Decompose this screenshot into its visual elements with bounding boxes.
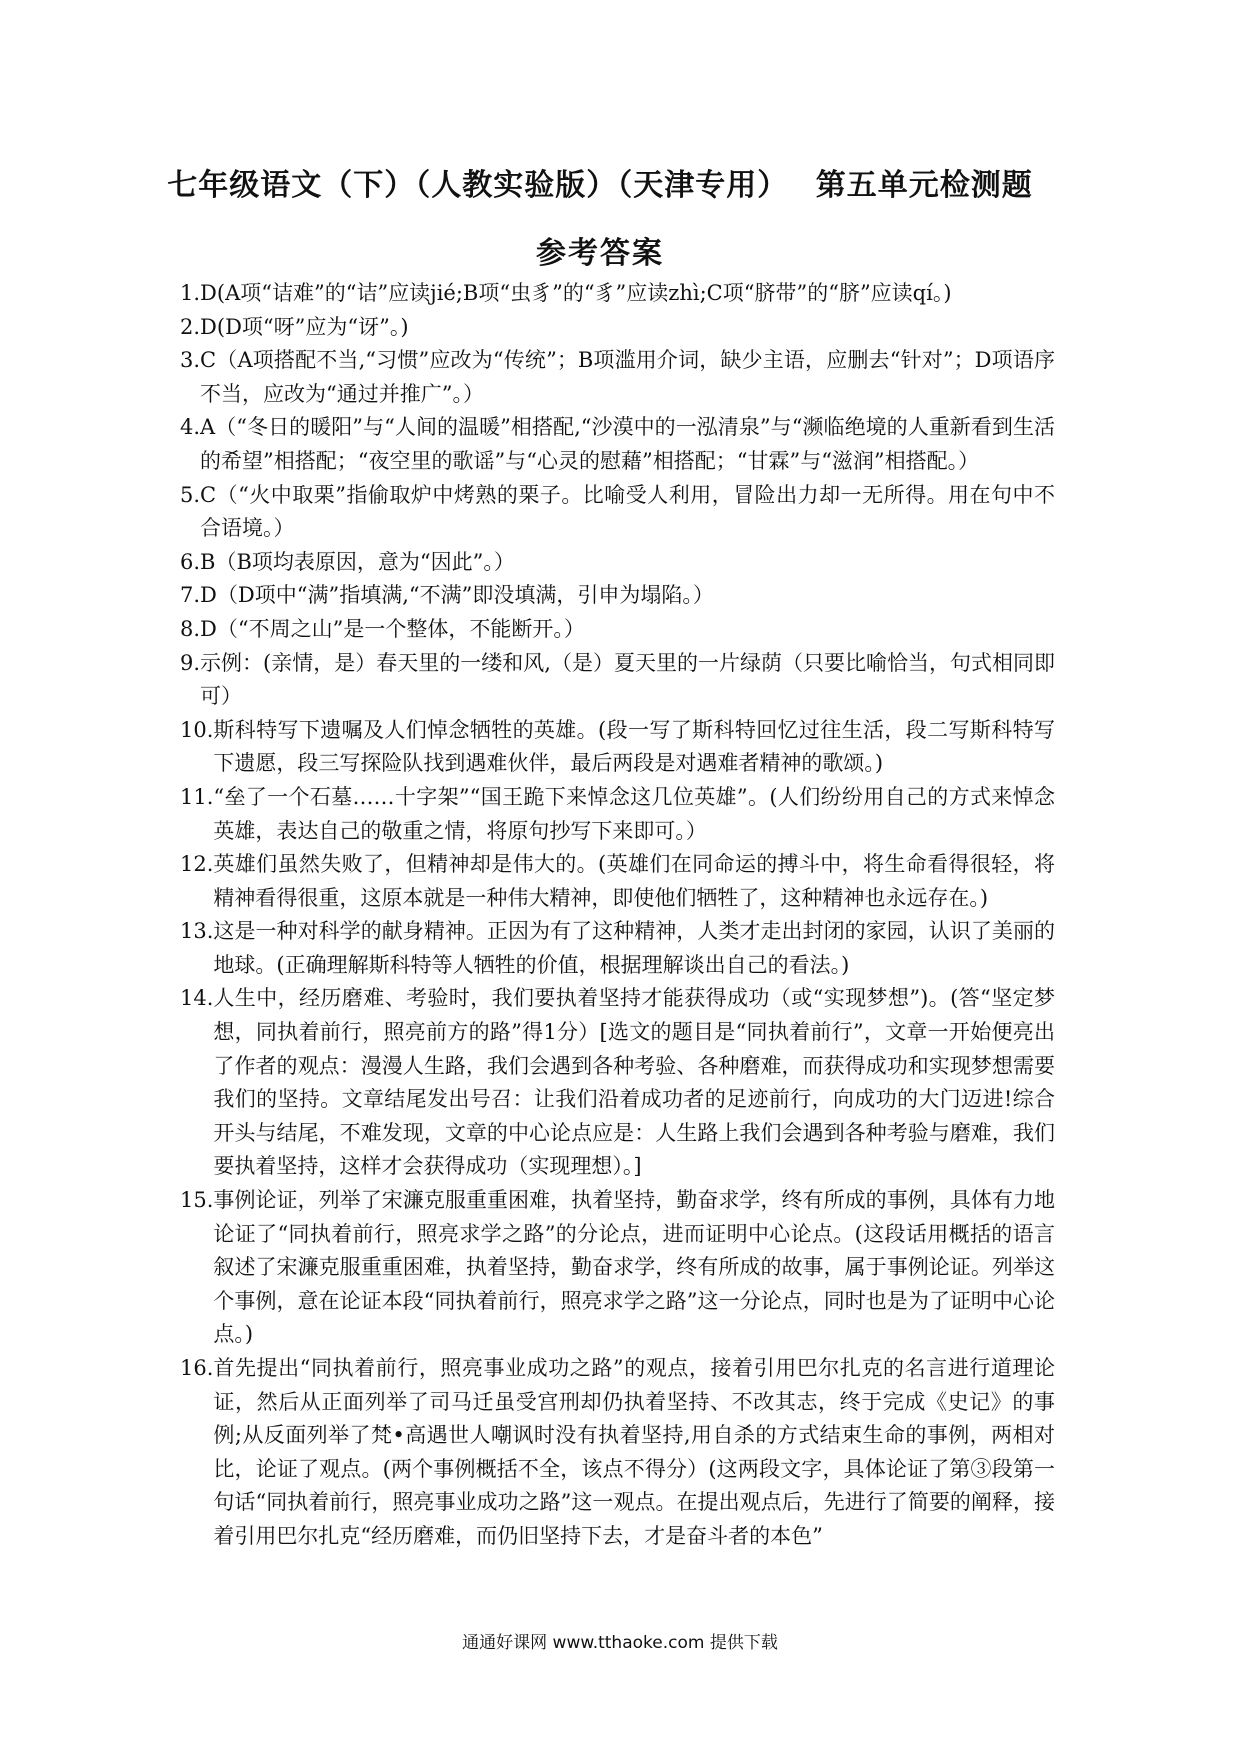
answer-item: [180, 1352, 1055, 1554]
answer-number: 12.: [180, 852, 214, 877]
page-footer: 通通好课网 www.tthaoke.com 提供下载: [462, 1633, 778, 1653]
answer-number: 3.: [180, 348, 201, 373]
answer-item: [180, 714, 1055, 781]
answer-item: [180, 613, 1055, 647]
answer-number: 11.: [180, 784, 214, 809]
answer-text: 人生中，经历磨难、考验时，我们要执着坚持才能获得成功（或“实现梦想”)。(答“坚定梦想，同执着前行，照亮前方的路”得1分）[选文的题目是“同执着前行”，文章一开始便亮出了作者的观点：漫漫人生路，我们会遇到各种考验、各种磨难，而获得成功和实现梦想需要我们的坚持。文章结尾发出号召：让我们沿着成功者的足迹前行，向成功的大门迈进!综合开头与结尾，不难发现，文章的中心论点应是：人生路上我们会遇到各种考验与磨难，我们要执着坚持，这样才会获得成功（实现理想）。]: [213, 986, 1055, 1179]
answer-text: “垒了一个石墓……十字架”“国王跪下来悼念这几位英雄”。(人们纷纷用自己的方式来悼念英雄，表达自己的敬重之情，将原句抄写下来即可。）: [213, 784, 1055, 843]
answer-item: [180, 311, 1055, 345]
answer-text: D(A项“诘难”的“诘”应读jié;B项“虫豸”的“豸”应读zhì;C项“脐带”的“脐”应读qí。): [200, 281, 952, 305]
answer-number: 16.: [180, 1356, 214, 1380]
answer-number: 4.: [180, 415, 201, 440]
answer-item: [180, 848, 1055, 915]
answer-text: D(D项“呀”应为“讶”。): [200, 314, 409, 339]
answer-text: 斯科特写下遗嘱及人们悼念牺牲的英雄。(段一写了斯科特回忆过往生活，段二写斯科特写下遗愿，段三写探险队找到遇难伙伴，最后两段是对遇难者精神的歌颂。): [213, 717, 1055, 776]
answer-item: [180, 479, 1055, 546]
answer-text: C（A项搭配不当,“习惯”应改为“传统”；B项滥用介词，缺少主语，应删去“针对”；D项语序不当，应改为“通过并推广”。）: [200, 348, 1055, 406]
answer-item: [180, 411, 1055, 478]
answer-text: 事例论证，列举了宋濂克服重重困难，执着坚持，勤奋求学，终有所成的事例，具体有力地论证了“同执着前行，照亮求学之路”的分论点，进而证明中心论点。(这段话用概括的语言叙述了宋濂克服重重困难，执着坚持，勤奋求学，终有所成的故事，属于事例论证。列举这个事例，意在论证本段“同执着前行，照亮求学之路”这一分论点，同时也是为了证明中心论点。): [213, 1188, 1055, 1347]
answer-number: 1.: [180, 281, 201, 305]
answer-number: 9.: [180, 650, 201, 675]
answer-text: C（“火中取栗”指偷取炉中烤熟的栗子。比喻受人利用，冒险出力却一无所得。用在句中不合语境。）: [200, 482, 1055, 541]
answer-number: 6.: [180, 549, 201, 574]
answer-text: D（D项中“满”指填满,“不满”即没填满，引申为塌陷。）: [200, 583, 714, 608]
answer-text: 这是一种对科学的献身精神。正因为有了这种精神，人类才走出封闭的家园，认识了美丽的地球。(正确理解斯科特等人牺牲的价值，根据理解谈出自己的看法。): [213, 919, 1055, 977]
answer-item: [180, 579, 1055, 613]
answer-text: D（“不周之山”是一个整体，不能断开。）: [200, 616, 585, 641]
answer-number: 13.: [180, 919, 214, 944]
answer-item: [180, 781, 1055, 848]
answer-number: 7.: [180, 583, 201, 608]
document-title: 七年级语文（下）（人教实验版）（天津专用） 第五单元检测题: [167, 168, 1033, 203]
answer-text: 示例：(亲情，是）春天里的一缕和风,（是）夏天里的一片绿荫（只要比喻恰当，句式相同即可）: [200, 650, 1055, 709]
answer-item: [180, 1184, 1055, 1352]
document-subtitle: 参考答案: [536, 236, 664, 271]
answer-item: [180, 982, 1055, 1184]
answer-item: [180, 277, 1055, 311]
answer-number: 15.: [180, 1188, 214, 1213]
answer-number: 8.: [180, 616, 201, 641]
answer-text: 首先提出“同执着前行，照亮事业成功之路”的观点，接着引用巴尔扎克的名言进行道理论证，然后从正面列举了司马迁虽受宫刑却仍执着坚持、不改其志，终于完成《史记》的事例;从反面列举了梵•高遇世人嘲讽时没有执着坚持,用自杀的方式结束生命的事例，两相对比，论证了观点。(两个事例概括不全，该点不得分）(这两段文字，具体论证了第③段第一句话“同执着前行，照亮事业成功之路”这一观点。在提出观点后，先进行了简要的阐释，接着引用巴尔扎克“经历磨难，而仍旧坚持下去，才是奋斗者的本色”: [213, 1356, 1055, 1548]
answer-number: 2.: [180, 314, 201, 339]
answer-number: 5.: [180, 482, 201, 507]
answer-item: [180, 546, 1055, 580]
answer-item: [180, 647, 1055, 714]
answer-number: 10.: [180, 717, 214, 742]
answer-text: A（“冬日的暖阳”与“人间的温暖”相搭配,“沙漠中的一泓清泉”与“濒临绝境的人重新看到生活的希望”相搭配；“夜空里的歌谣”与“心灵的慰藉”相搭配；“甘霖”与“滋润”相搭配。）: [200, 415, 1055, 473]
answer-number: 14.: [180, 986, 214, 1011]
answer-item: [180, 344, 1055, 411]
answer-item: [180, 915, 1055, 982]
answer-text: B（B项均表原因，意为“因此”。）: [200, 549, 515, 574]
answer-list: [180, 277, 1055, 1554]
answer-text: 英雄们虽然失败了，但精神却是伟大的。(英雄们在同命运的搏斗中，将生命看得很轻，将精神看得很重，这原本就是一种伟大精神，即使他们牺牲了，这种精神也永远存在。): [213, 852, 1055, 910]
